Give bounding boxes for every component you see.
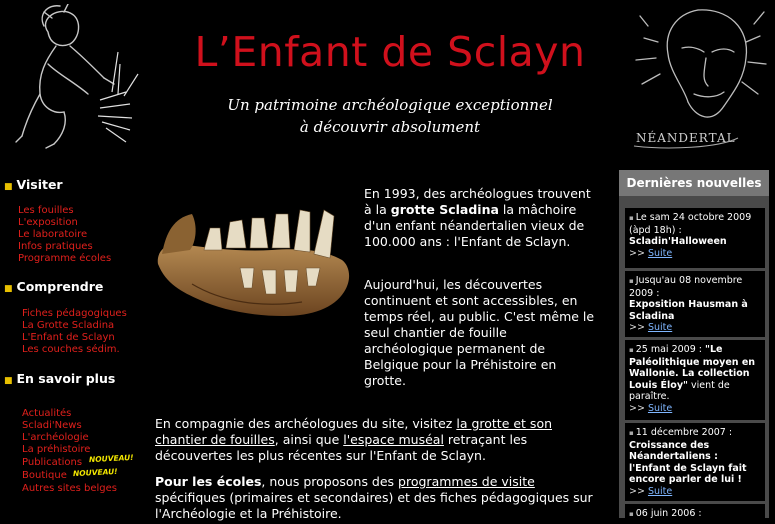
bullet-icon: ▪ <box>629 346 634 354</box>
nav-section-visiter: ■ Visiter <box>4 177 63 192</box>
schools-paragraph: Pour les écoles, nous proposons des programmes de visite spécifiques (primaires et secondaires) et des fiches pédagogiques sur l'Archéologie et la Préhistoire. <box>155 474 593 521</box>
bullet-icon: ■ <box>4 376 13 386</box>
nav-link-grotte-scladina[interactable]: La Grotte Scladina <box>22 320 115 331</box>
news-heading: Dernières nouvelles <box>619 170 769 196</box>
programmes-de-visite-link[interactable]: programmes de visite <box>398 474 535 489</box>
espace-museal-link[interactable]: l'espace muséal <box>343 432 444 447</box>
nav-link-programme-ecoles[interactable]: Programme écoles <box>18 253 112 264</box>
nav-section-comprendre: ■ Comprendre <box>4 279 104 294</box>
nav-link-infos-pratiques[interactable]: Infos pratiques <box>18 241 93 252</box>
news-item: ▪ 11 décembre 2007 : Croissance des Néandertaliens : l'Enfant de Sclayn fait encore parler de lui ! >> Suite <box>625 423 765 501</box>
bullet-icon: ▪ <box>629 214 634 222</box>
site-title: L’Enfant de Sclayn <box>194 28 586 76</box>
nav-link-boutique[interactable]: Boutique <box>22 470 67 481</box>
nav-link-laboratoire[interactable]: Le laboratoire <box>18 229 88 240</box>
news-item: ▪ 06 juin 2006 : <box>625 504 765 524</box>
header <box>0 0 775 160</box>
subtitle-line-1: Un patrimoine archéologique exceptionnel <box>227 96 553 114</box>
news-more-link[interactable]: Suite <box>647 485 673 497</box>
nav-link-couches-sedim[interactable]: Les couches sédim. <box>22 344 120 355</box>
new-badge-boutique: NOUVEAU! <box>72 466 118 479</box>
news-item: ▪ Jusqu'au 08 novembre 2009 : Exposition Hausman à Scladina >> Suite <box>625 271 765 337</box>
bullet-icon: ■ <box>4 182 13 192</box>
nav-link-archeologie[interactable]: L'archéologie <box>22 432 89 443</box>
bullet-icon: ▪ <box>629 429 634 437</box>
bullet-icon: ■ <box>4 284 13 294</box>
neanderthal-child-drawing <box>8 4 150 152</box>
nav-link-autres-sites-belges[interactable]: Autres sites belges <box>22 483 117 494</box>
nav-link-publications[interactable]: Publications <box>22 457 83 468</box>
grotte-chantier-link[interactable]: la grotte et son chantier de fouilles <box>155 416 553 447</box>
nav-link-actualites[interactable]: Actualités <box>22 408 72 419</box>
bullet-icon: ▪ <box>629 510 634 518</box>
news-more-link[interactable]: Suite <box>647 322 673 333</box>
site-subtitle <box>175 94 605 138</box>
news-more-link[interactable]: Suite <box>647 402 673 414</box>
nav-section-en-savoir-plus: ■ En savoir plus <box>4 371 116 386</box>
news-sidebar <box>619 170 769 518</box>
nav-link-scladi-news[interactable]: Scladi'News <box>22 420 82 431</box>
neanderthal-logo-text: NÉANDERTAL <box>636 131 736 145</box>
news-item: ▪ Le sam 24 octobre 2009 (àpd 18h) : Scladin'Halloween >> Suite <box>625 208 765 268</box>
news-item: ▪ 25 mai 2009 : "Le Paléolithique moyen en Wallonie. La collection Louis Éloy" vient de paraître. >> Suite <box>625 340 765 420</box>
news-more-link[interactable]: Suite <box>647 247 673 259</box>
jawbone-fossil-image <box>152 192 357 337</box>
neanderthal-head-drawing <box>628 2 773 156</box>
today-paragraph: Aujourd'hui, les découvertes continuent et sont accessibles, en temps réel, au public. C'est même le seul chantier de fouille archéologique permanent de Belgique pour la Préhistoire en grotte. <box>364 277 595 388</box>
subtitle-line-2: à découvrir absolument <box>299 118 481 136</box>
grotte-scladina-emphasis: grotte Scladina <box>390 202 499 217</box>
new-badge-publications: NOUVEAU! <box>88 452 134 465</box>
visit-paragraph: En compagnie des archéologues du site, visitez la grotte et son chantier de fouilles, ainsi que l'espace muséal retraçant les découvertes les plus récentes sur l'Enfant de Sclayn. <box>155 416 553 463</box>
nav-link-enfant-de-sclayn[interactable]: L'Enfant de Sclayn <box>22 332 115 343</box>
nav-link-prehistoire[interactable]: La préhistoire <box>22 444 91 455</box>
nav-link-exposition[interactable]: L'exposition <box>18 217 78 228</box>
bullet-icon: ▪ <box>629 277 634 285</box>
nav-link-les-fouilles[interactable]: Les fouilles <box>18 205 74 216</box>
intro-paragraph: En 1993, des archéologues trouvent à la grotte Scladina la mâchoire d'un enfant néandertalien vieux de 100.000 ans : l'Enfant de Sclayn. <box>364 186 591 249</box>
nav-link-fiches-pedagogiques[interactable]: Fiches pédagogiques <box>22 308 127 319</box>
